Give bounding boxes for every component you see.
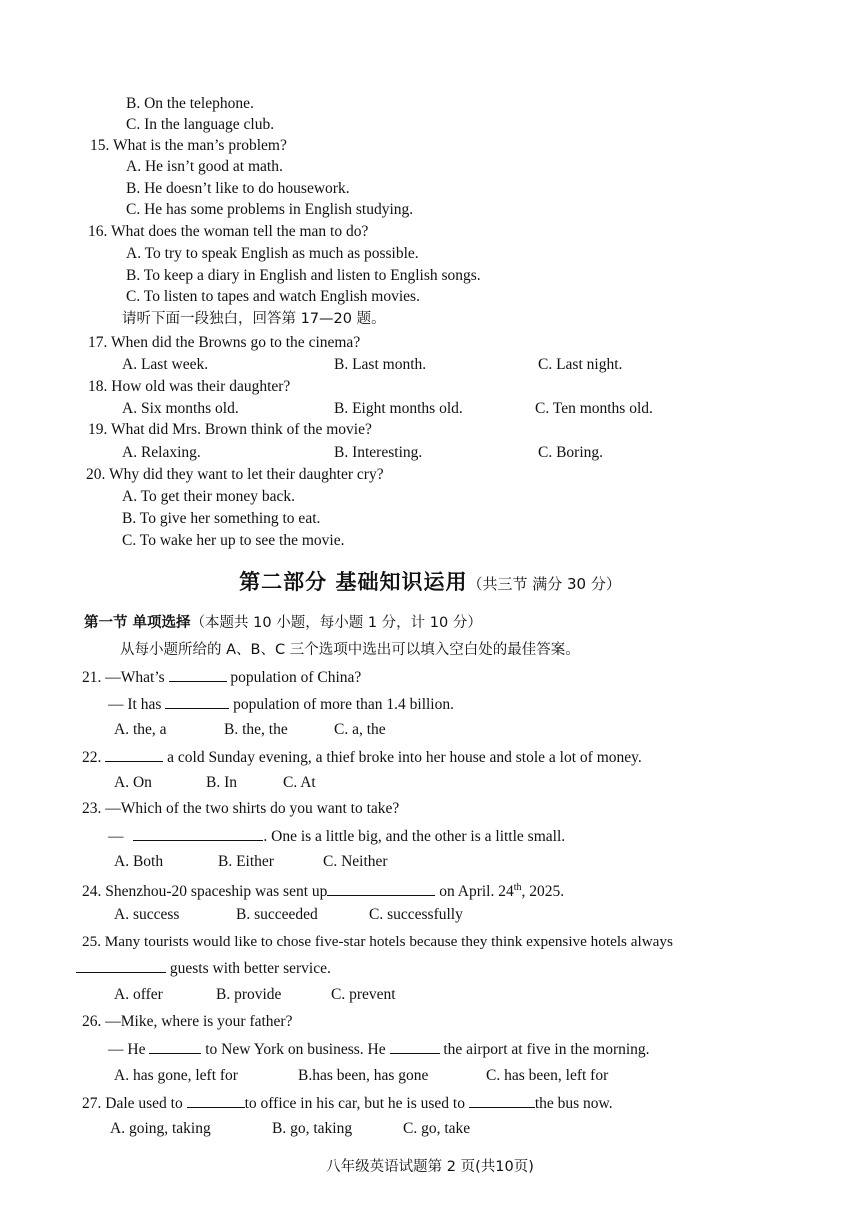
q21-line2-post: population of more than 1.4 billion. xyxy=(233,696,454,713)
q16-option-a: A. To try to speak English as much as possible. xyxy=(126,245,419,262)
section1-instruction: 从每小题所给的 A、B、C 三个选项中选出可以填入空白处的最佳答案。 xyxy=(120,642,580,658)
q26-blank-1 xyxy=(149,1039,201,1054)
q24-tail: , 2025. xyxy=(521,883,565,901)
q25-blank xyxy=(76,958,166,973)
q23-line2-pre: — xyxy=(108,828,124,845)
q21-option-a: A. the, a xyxy=(114,721,167,738)
q24-pre: 24. Shenzhou-20 spaceship was sent up xyxy=(82,883,328,901)
q20-option-c: C. To wake her up to see the movie. xyxy=(122,532,345,549)
q16-option-c: C. To listen to tapes and watch English movies. xyxy=(126,288,420,305)
q19-stem: 19. What did Mrs. Brown think of the movie? xyxy=(88,421,372,438)
q24-option-a: A. success xyxy=(114,906,180,923)
q27-blank-2 xyxy=(469,1093,535,1108)
q26-option-c: C. has been, left for xyxy=(486,1067,609,1084)
q18-option-b: B. Eight months old. xyxy=(334,400,463,417)
q25-line2 xyxy=(76,958,331,979)
q18-option-c: C. Ten months old. xyxy=(535,400,653,417)
q27-option-c: C. go, take xyxy=(403,1120,471,1137)
q14-option-c: C. In the language club. xyxy=(126,116,275,133)
q26-option-a: A. has gone, left for xyxy=(114,1067,238,1084)
q21-line1 xyxy=(82,667,361,688)
part2-title-text: 第二部分 基础知识运用 xyxy=(239,570,468,594)
q26-line2-mid: to New York on business. He xyxy=(205,1041,386,1058)
q27-mid: to office in his car, but he is used to xyxy=(244,1095,465,1112)
q22-option-b: B. In xyxy=(206,774,237,791)
q21-line2 xyxy=(108,694,454,715)
q22-option-a: A. On xyxy=(114,774,152,791)
q23-line2-post: . One is a little big, and the other is a little small. xyxy=(263,828,566,845)
q15-option-b: B. He doesn’t like to do housework. xyxy=(126,180,350,197)
q22-pre: 22. xyxy=(82,749,102,766)
q20-stem: 20. Why did they want to let their daughter cry? xyxy=(86,466,384,483)
q26-line2-post: the airport at five in the morning. xyxy=(443,1041,650,1058)
monologue-instruction: 请听下面一段独白，回答第 17—20 题。 xyxy=(122,311,386,327)
q19-option-b: B. Interesting. xyxy=(334,444,423,461)
q26-line2 xyxy=(108,1039,650,1060)
q27-pre: 27. Dale used to xyxy=(82,1095,183,1112)
q25-option-b: B. provide xyxy=(216,986,282,1003)
q20-option-a: A. To get their money back. xyxy=(122,488,295,505)
q15-option-c: C. He has some problems in English studying. xyxy=(126,201,414,218)
q22-post: a cold Sunday evening, a thief broke into her house and stole a lot of money. xyxy=(167,749,642,766)
q24-option-c: C. successfully xyxy=(369,906,463,923)
section1-note: （本题共 10 小题，每小题 1 分，计 10 分） xyxy=(190,615,482,631)
q21-option-c: C. a, the xyxy=(334,721,386,738)
q21-option-b: B. the, the xyxy=(224,721,288,738)
q20-option-b: B. To give her something to eat. xyxy=(122,510,321,527)
q21-blank-2 xyxy=(165,694,229,709)
q25-line1: 25. Many tourists would like to chose five-star hotels because they think expensive hotels always xyxy=(82,933,673,950)
q23-option-c: C. Neither xyxy=(323,853,388,870)
q22-line xyxy=(82,747,642,768)
q23-blank xyxy=(133,826,263,841)
q14-option-b: B. On the telephone. xyxy=(126,95,254,112)
q17-stem: 17. When did the Browns go to the cinema? xyxy=(88,334,361,351)
q21-line2-pre: — It has xyxy=(108,696,162,713)
q15-stem: 15. What is the man’s problem? xyxy=(90,137,287,154)
q22-blank xyxy=(105,747,163,762)
q23-option-a: A. Both xyxy=(114,853,164,870)
q15-option-a: A. He isn’t good at math. xyxy=(126,158,283,175)
q18-stem: 18. How old was their daughter? xyxy=(88,378,291,395)
q19-option-a: A. Relaxing. xyxy=(122,444,201,461)
q17-option-c: C. Last night. xyxy=(538,356,623,373)
q27-blank-1 xyxy=(187,1093,245,1108)
q16-stem: 16. What does the woman tell the man to do? xyxy=(88,223,369,240)
q27-line xyxy=(82,1093,613,1114)
q23-option-b: B. Either xyxy=(218,853,274,870)
q18-option-a: A. Six months old. xyxy=(122,400,239,417)
q26-line1: 26. —Mike, where is your father? xyxy=(82,1013,293,1030)
q27-option-b: B. go, taking xyxy=(272,1120,353,1137)
part2-note: （共三节 满分 30 分） xyxy=(467,575,621,593)
q27-option-a: A. going, taking xyxy=(110,1120,211,1137)
page-footer: 八年级英语试题第 2 页(共10页) xyxy=(326,1159,534,1175)
q21-blank-1 xyxy=(169,667,227,682)
q24-line xyxy=(82,878,564,902)
q16-option-b: B. To keep a diary in English and listen to English songs. xyxy=(126,267,481,284)
q21-line1-post: population of China? xyxy=(230,669,362,686)
q26-option-b: B.has been, has gone xyxy=(298,1067,429,1084)
q25-line2-post: guests with better service. xyxy=(169,960,331,977)
q21-line1-pre: 21. —What’s xyxy=(82,669,165,686)
q17-option-b: B. Last month. xyxy=(334,356,427,373)
q24-blank xyxy=(327,881,435,896)
q26-line2-pre: — He xyxy=(108,1041,146,1058)
q25-option-a: A. offer xyxy=(114,986,163,1003)
q17-option-a: A. Last week. xyxy=(122,356,209,373)
q24-post: on April. 24 xyxy=(439,883,514,901)
q27-post: the bus now. xyxy=(534,1095,613,1112)
section1-title: 第一节 单项选择 xyxy=(84,615,191,631)
q25-option-c: C. prevent xyxy=(331,986,396,1003)
q24-option-b: B. succeeded xyxy=(236,906,318,923)
q23-line1: 23. —Which of the two shirts do you want to take? xyxy=(82,800,400,817)
q26-blank-2 xyxy=(390,1039,440,1054)
q24-sup: th xyxy=(513,882,522,893)
q19-option-c: C. Boring. xyxy=(538,444,604,461)
section1-heading xyxy=(84,613,482,633)
part2-title xyxy=(0,566,860,596)
q23-line2 xyxy=(108,826,565,847)
q22-option-c: C. At xyxy=(283,774,316,791)
